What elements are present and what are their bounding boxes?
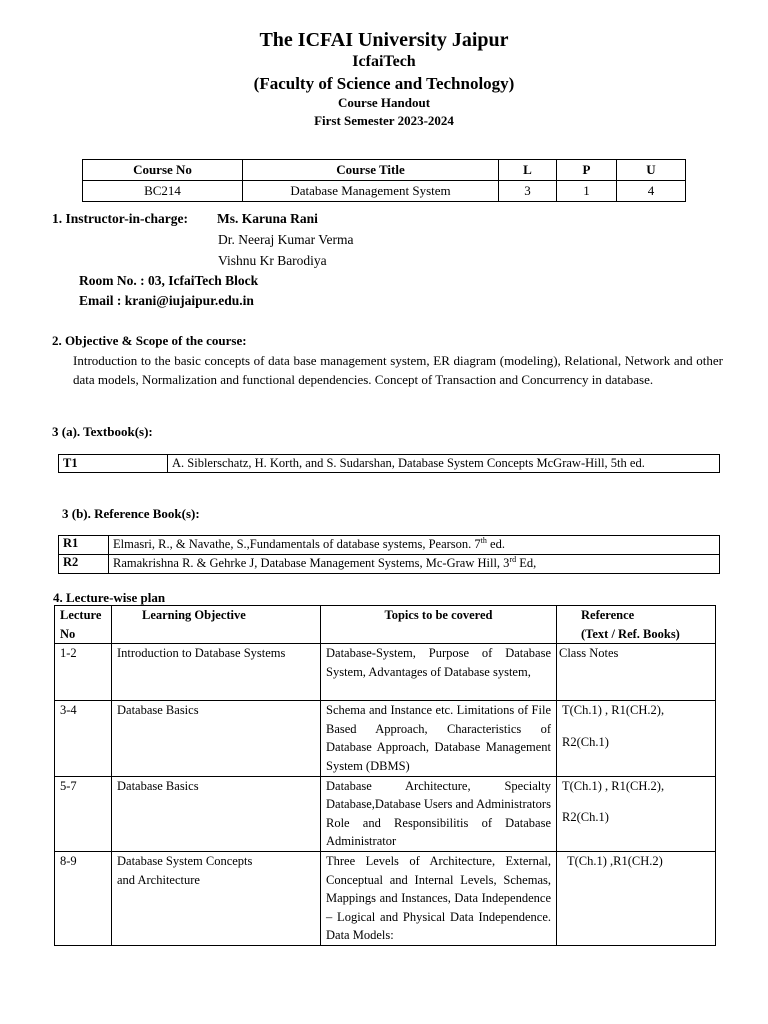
header-course-title: Course Title [243,160,499,181]
reference-row [59,536,720,555]
header-p: P [557,160,617,181]
lecture-plan-header [55,606,716,644]
instructor-second: Dr. Neeraj Kumar Verma [218,232,354,247]
reference: Class Notes [557,644,716,701]
topics: Database-System, Purpose of Database System, Advantages of Database system, [321,644,557,701]
instructor-main: Ms. Karuna Rani [217,211,318,226]
objective-heading: 2. Objective & Scope of the course: [52,333,247,348]
lecture-no: 8-9 [55,851,112,945]
school-name: IcfaiTech [352,53,416,70]
reference-table [58,535,720,574]
reference: T(Ch.1) , R1(CH.2), R2(Ch.1) [557,701,716,776]
topics: Database Architecture, Specialty Database,Database Users and Administrators Role and Responsibilitis of Database Administrator [321,776,557,851]
lecture-row [55,701,716,776]
reference-id: R2 [59,555,109,574]
course-no: BC214 [83,181,243,202]
units: 4 [617,181,686,202]
reference-row [59,555,720,574]
instructor-third: Vishnu Kr Barodiya [218,253,327,268]
course-table-header [83,160,686,181]
lecture-no: 1-2 [55,644,112,701]
textbook-id: T1 [59,455,168,473]
reference-id: R1 [59,536,109,555]
room-info: Room No. : 03, IcfaiTech Block [79,273,259,288]
reference: T(Ch.1) ,R1(CH.2) [557,851,716,945]
practical-hours: 1 [557,181,617,202]
textbook-heading: 3 (a). Textbook(s): [52,424,153,439]
lecture-plan-table [54,605,716,946]
learning-objective: Database Basics [112,776,321,851]
header-learning-objective: Learning Objective [112,606,321,644]
faculty-name: (Faculty of Science and Technology) [253,74,515,93]
learning-objective: Database System Concepts and Architecture [112,851,321,945]
reference-heading: 3 (b). Reference Book(s): [62,506,200,521]
learning-objective: Introduction to Database Systems [112,644,321,701]
header-lecture-no: Lecture No [55,606,112,644]
topics: Three Levels of Architecture, External, Conceptual and Internal Levels, Schemas, Mappings and Instances, Data Independence – Logical and Physical Data Independence. Data Models: [321,851,557,945]
course-info-table [82,159,686,202]
document-type: Course Handout [337,95,431,110]
semester: First Semester 2023-2024 [314,113,454,128]
reference: T(Ch.1) , R1(CH.2), R2(Ch.1) [557,776,716,851]
objective-text: Introduction to the basic concepts of data base management system, ER diagram (modeling), Relational, Network and other data models, Normalization and functional dependencies. Concept of Transaction and Concurrency in database. [73,353,723,387]
lecture-row [55,851,716,945]
textbook-text: A. Siblerschatz, H. Korth, and S. Sudarshan, Database System Concepts McGraw-Hill, 5th ed. [168,455,720,473]
learning-objective: Database Basics [112,701,321,776]
course-title: Database Management System [243,181,499,202]
lecture-hours: 3 [499,181,557,202]
instructor-heading: 1. Instructor-in-charge: [52,211,188,226]
textbook-row [59,455,720,473]
textbook-table [58,454,720,473]
lecture-no: 5-7 [55,776,112,851]
reference-text: Elmasri, R., & Navathe, S.,Fundamentals of database systems, Pearson. 7th ed. [109,536,720,555]
lecture-row [55,776,716,851]
header-l: L [499,160,557,181]
header-course-no: Course No [83,160,243,181]
email-info: Email : krani@iujaipur.edu.in [79,293,254,308]
lecture-no: 3-4 [55,701,112,776]
topics: Schema and Instance etc. Limitations of File Based Approach, Characteristics of Database Approach, Database Management System (DBMS) [321,701,557,776]
reference-text: Ramakrishna R. & Gehrke J, Database Management Systems, Mc-Graw Hill, 3rd Ed, [109,555,720,574]
lecture-row [55,644,716,701]
lecture-plan-heading: 4. Lecture-wise plan [53,590,166,605]
course-table-row [83,181,686,202]
header-reference: Reference (Text / Ref. Books) [557,606,716,644]
university-title: The ICFAI University Jaipur [259,29,509,51]
header-u: U [617,160,686,181]
header-topics: Topics to be covered [321,606,557,644]
